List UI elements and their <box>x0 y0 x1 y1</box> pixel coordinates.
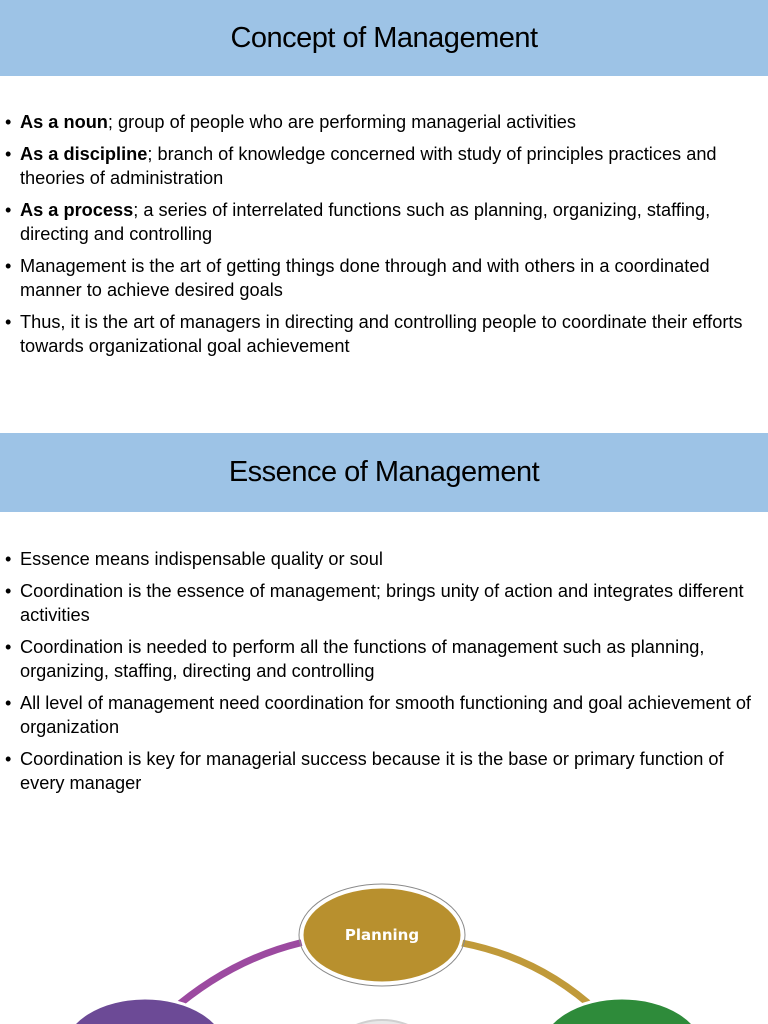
bullet-text: All level of management need coordination for smooth functioning and goal achievement of organization <box>20 693 751 737</box>
planning-label: Planning <box>344 926 420 944</box>
connector-arc-right <box>462 943 598 1012</box>
bullet-text: Essence means indispensable quality or soul <box>20 549 383 569</box>
diagram-node-right <box>540 998 704 1024</box>
bullet-item: • Coordination is the essence of management; brings unity of action and integrates different activities <box>5 581 744 625</box>
bullet-term: As a discipline <box>20 144 148 164</box>
bullet-text: Thus, it is the art of managers in directing and controlling people to coordinate their efforts towards organizational goal achievement <box>20 312 743 356</box>
diagram-canvas <box>0 880 768 1024</box>
bullet-item: • As a process; a series of interrelated functions such as planning, organizing, staffing, directing and controlling <box>5 200 711 244</box>
bullet-item: • Thus, it is the art of managers in directing and controlling people to coordinate their efforts towards organizational goal achievement <box>5 312 743 356</box>
diagram-node-left <box>63 998 227 1024</box>
section-title-essence: Essence of Management <box>228 456 540 488</box>
bullet-text: ; group of people who are performing managerial activities <box>107 112 577 132</box>
connector-arc-left <box>170 943 300 1012</box>
bullet-text: ; branch of knowledge concerned with study of principles practices and theories of administration <box>20 144 717 188</box>
bullet-item: • All level of management need coordination for smooth functioning and goal achievement of organization <box>5 693 751 737</box>
bullet-text: Coordination is key for managerial success because it is the base or primary function of every manager <box>20 749 724 793</box>
bullet-item: • As a noun; group of people who are performing managerial activities <box>5 112 577 132</box>
diagram-node-center <box>330 1020 434 1024</box>
bullet-term: As a noun <box>20 112 108 132</box>
bullet-item: • Coordination is needed to perform all the functions of management such as planning, organizing, staffing, directing and controlling <box>5 637 705 681</box>
essence-bullet-list <box>0 547 768 803</box>
bullet-term: As a process <box>20 200 134 220</box>
bullet-text: Management is the art of getting things done through and with others in a coordinated manner to achieve desired goals <box>20 256 710 300</box>
section-title-concept: Concept of Management <box>230 21 538 54</box>
management-functions-diagram <box>0 880 768 1024</box>
section-header-concept <box>0 0 768 76</box>
bullet-item: • Essence means indispensable quality or soul <box>5 549 383 569</box>
bullet-item: • Management is the art of getting things done through and with others in a coordinated manner to achieve desired goals <box>5 256 710 300</box>
bullet-text: Coordination is needed to perform all the functions of management such as planning, organizing, staffing, directing and controlling <box>20 637 705 681</box>
bullet-text: Coordination is the essence of management; brings unity of action and integrates different activities <box>20 581 744 625</box>
bullet-text: ; a series of interrelated functions such as planning, organizing, staffing, directing and controlling <box>20 200 711 244</box>
bullet-item: • As a discipline; branch of knowledge concerned with study of principles practices and theories of administration <box>5 144 717 188</box>
section-header-essence <box>0 433 768 512</box>
concept-bullet-list <box>0 110 768 366</box>
bullet-item: • Coordination is key for managerial success because it is the base or primary function of every manager <box>5 749 724 793</box>
